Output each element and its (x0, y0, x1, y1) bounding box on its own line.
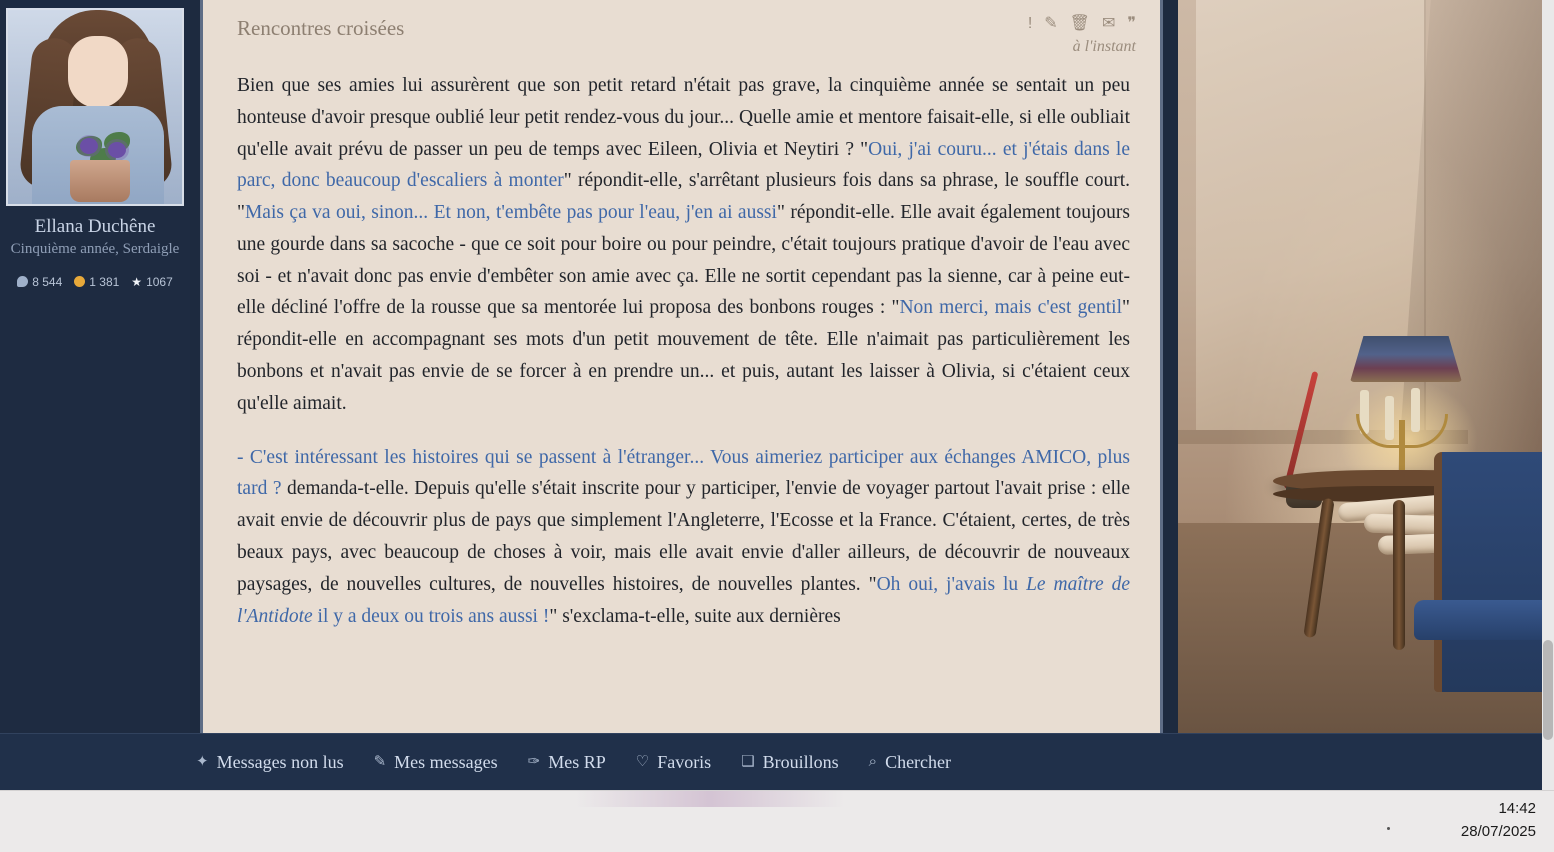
clock-time: 14:42 (1498, 800, 1536, 817)
nav-item-unread-messages[interactable] (196, 752, 344, 773)
post-title: Rencontres croisées (237, 16, 405, 40)
nav-label: Messages non lus (216, 751, 344, 772)
table-leg (1393, 500, 1405, 650)
stat-points (131, 275, 172, 289)
scrollbar-thumb[interactable] (1543, 640, 1553, 740)
report-icon[interactable]: ! (1027, 15, 1033, 32)
sparkles-icon: ✦ (196, 753, 209, 770)
post-text: " s'exclama-t-elle, suite aux dernières (549, 605, 841, 627)
nav-label: Chercher (885, 751, 952, 772)
star-icon: ★ (131, 274, 143, 289)
book-title: Le maître de l'Antidote (237, 573, 1131, 627)
post-dialogue: Oui, j'ai couru... et j'étais dans le parc, donc beaucoup d'escaliers à monter (237, 138, 1130, 192)
post-text: " répondit-elle, s'arrêtant plusieurs fois dans sa phrase, le souffle court. " (237, 170, 1131, 224)
post-text: " répondit-elle. Elle avait également toujours une gourde dans sa sacoche - que ce soit pour boire ou pour peindre, c'était toujours pratique d'avoir de l'eau avec soi - et n'avait donc pas envie d'embêter son amie avec ça. Elle ne sortit cependant pas la sienne, car à peine eut-elle décliné l'offre de la rousse que sa mentorée lui proposa des bonbons rouges : " (237, 202, 1130, 319)
taskbar (0, 790, 1554, 852)
post-dialogue: Non merci, mais c'est gentil (899, 297, 1123, 319)
post-dialogue: - C'est intéressant les histoires qui se passent à l'étranger... Vous aimeriez participer aux échanges AMICO, plus tard ? (237, 446, 1130, 500)
post-text: " répondit-elle en accompagnant ses mots d'un petit mouvement de tête. Elle n'aimait pas particulièrement les bonbons et n'avait pas envie de se forcer à en prendre un... et puis, autant les laisser à Olivia, si c'étaient ceux qu'elle aimait. (237, 297, 1130, 414)
post-header (203, 0, 1160, 56)
post-tool-row (1028, 16, 1136, 32)
avatar-face (68, 36, 128, 108)
nav-item-search[interactable] (869, 752, 951, 773)
scroll-icon: ✑ (527, 753, 541, 770)
taskbar-highlight (575, 791, 845, 807)
content-fade (203, 669, 1160, 733)
chair-seat (1414, 600, 1554, 640)
search-icon: ⌕ (868, 753, 878, 770)
clock[interactable] (1461, 798, 1536, 843)
stat-coins (74, 275, 119, 289)
post-text: demanda-t-elle. Depuis qu'elle s'était inscrite pour y participer, l'envie de voyager partout l'avait prise : elle avait envie de découvrir plus de pays que simplement l'Angleterre, l'Ecosse et la France. C'étaient, certes, de très beaux pays, avec beaucoup de choses à voir, mais elle avait envie d'aller ailleurs, de découvrir de nouveaux paysages, de nouvelles cultures, de nouvelles histoires, de nouvelles plantes. " (237, 478, 1130, 595)
post-dialogue: il y a deux ou trois ans aussi ! (312, 605, 550, 627)
decorative-illustration (1178, 0, 1554, 733)
avatar (6, 8, 184, 206)
lampshade (1350, 336, 1462, 382)
delete-icon[interactable]: 🗑 (1069, 15, 1090, 32)
chair (1434, 452, 1554, 692)
stat-messages (17, 275, 62, 289)
post-toolbar (1028, 16, 1136, 56)
quote-icon[interactable]: ❞ (1127, 15, 1136, 32)
coin-icon (74, 276, 85, 287)
stat-messages-value: 8 544 (32, 274, 63, 289)
stat-coins-value: 1 381 (89, 274, 120, 289)
author-sidebar (0, 0, 190, 733)
nav-label: Mes RP (548, 751, 606, 772)
mail-icon[interactable]: ✉ (1101, 15, 1116, 32)
nav-label: Favoris (657, 751, 712, 772)
post-dialogue: Mais ça va oui, sinon... Et non, t'embête pas pour l'eau, j'en ai aussi (244, 202, 777, 224)
heart-icon: ♡ (635, 753, 650, 770)
nav-item-drafts[interactable] (741, 752, 838, 773)
author-stats (0, 275, 190, 289)
nav-item-my-rp[interactable] (528, 752, 606, 773)
draft-icon: ❑ (741, 753, 755, 770)
message-icon (17, 276, 28, 287)
nav-item-my-messages[interactable] (374, 752, 498, 773)
quick-nav-bar (0, 733, 1554, 790)
nav-item-favorites[interactable] (636, 752, 711, 773)
post-paragraph (237, 442, 1130, 633)
nav-label: Brouillons (762, 751, 839, 772)
clock-date: 28/07/2025 (1460, 822, 1536, 840)
stat-points-value: 1067 (146, 274, 173, 289)
post-container (200, 0, 1163, 733)
edit-icon[interactable]: ✎ (1044, 15, 1058, 32)
post-body (203, 56, 1160, 632)
flower-icon (80, 138, 98, 154)
author-role: Cinquième année, Serdaigle (10, 241, 180, 257)
post-paragraph (237, 70, 1130, 420)
post-timestamp: à l'instant (1072, 38, 1136, 55)
flowerpot-icon (70, 160, 130, 202)
post-text: Bien que ses amies lui assurèrent que son petit retard n'était pas grave, la cinquième année se sentait un peu honteuse d'avoir presque oublié leur petit rendez-vous du jour... Quelle amie et mentore faisait-elle, si elle oubliait qu'elle avait prévu de passer un peu de temps avec Eileen, Olivia et Neytiri ? " (237, 75, 1130, 160)
pen-icon: ✎ (373, 753, 387, 770)
post-dialogue: Oh oui, j'avais lu (876, 573, 1027, 595)
page-scrollbar[interactable] (1542, 0, 1554, 790)
tray-indicator-icon (1387, 827, 1390, 830)
author-name[interactable]: Ellana Duchêne (34, 216, 156, 237)
nav-label: Mes messages (394, 751, 498, 772)
flower-icon (108, 142, 126, 158)
